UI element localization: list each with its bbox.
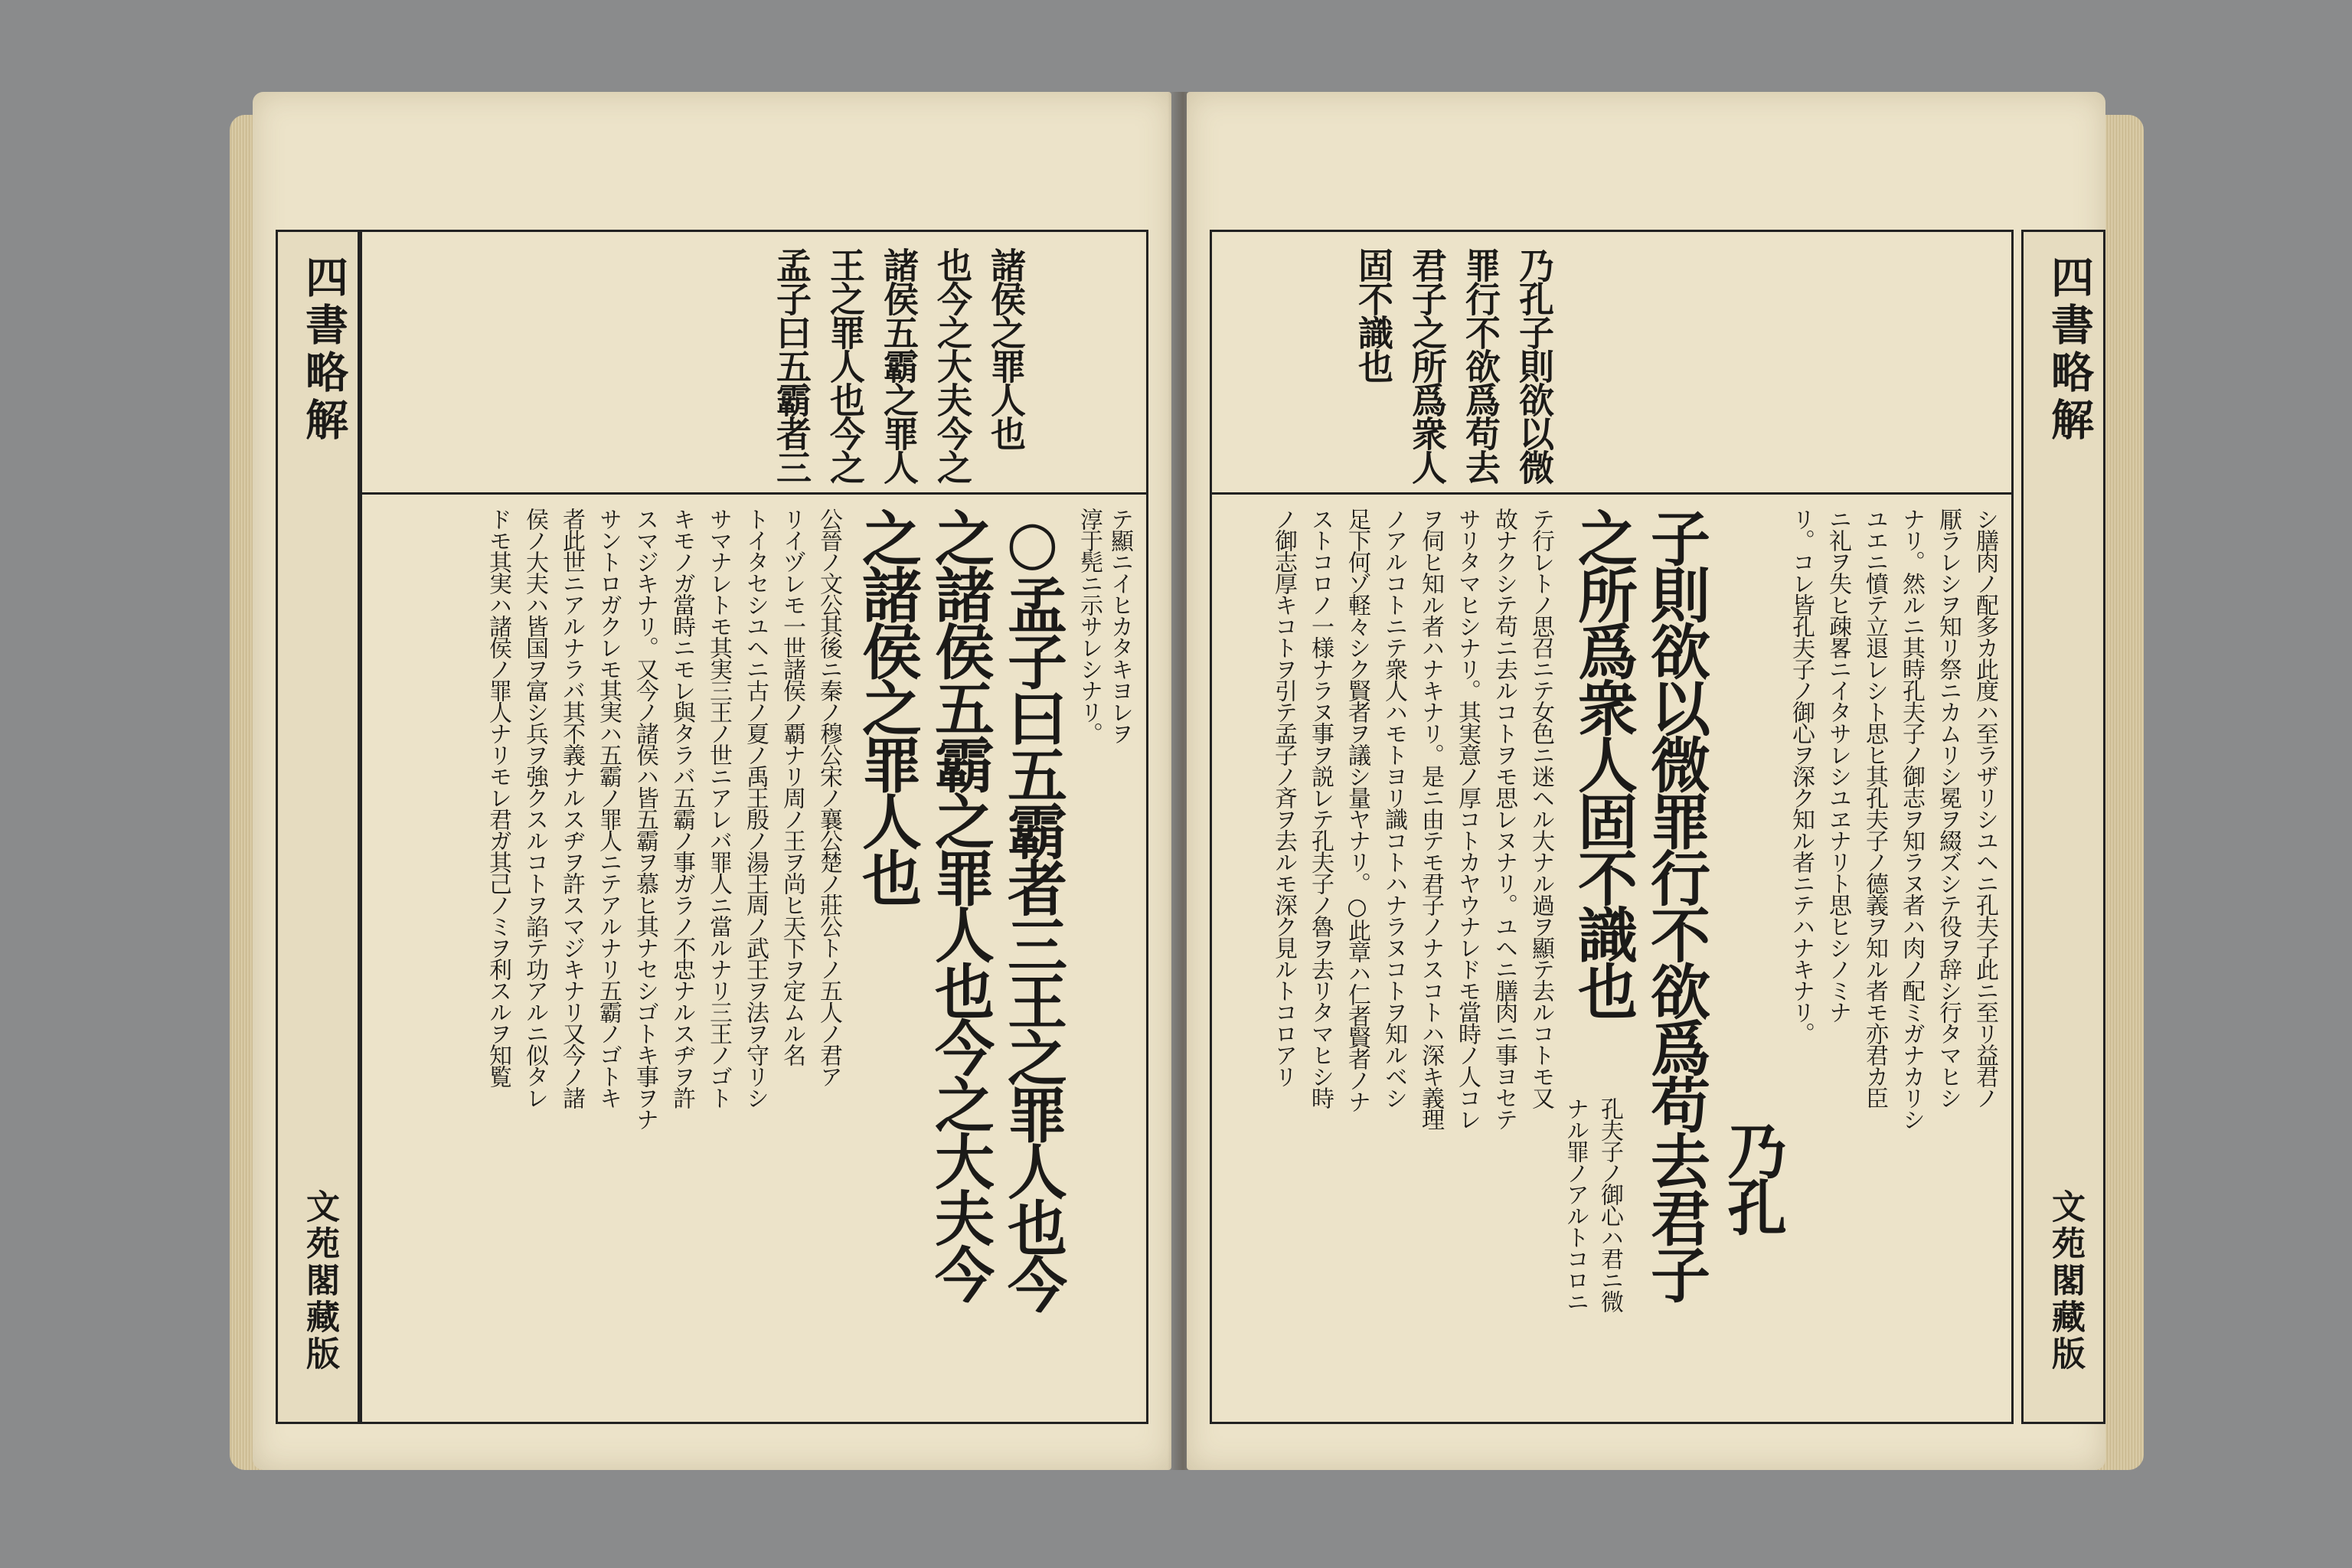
right-note-line: 故ナクシテ苟ニ去ルコトヲモ思レヌナリ。ユヘニ膳肉ニ事ヨセテ xyxy=(1491,508,1517,1129)
left-main-line: 之諸侯五霸之罪人也今之大夫今 xyxy=(925,508,995,1301)
right-note-line: ニ礼ヲ失ヒ疎畧ニイタサレシユヱナリト思ヒシノミナ xyxy=(1824,508,1851,1022)
left-upper-line: 王之罪人也今之 xyxy=(825,247,866,483)
left-upper-line: 也今之大夫今之 xyxy=(932,247,973,483)
right-note-line: ユエニ憤テ立退レシト思ヒ其孔夫子ノ德義ヲ知ル者モ亦君カ臣 xyxy=(1861,508,1888,1108)
left-upper-line: 諸侯之罪人也 xyxy=(985,247,1027,449)
left-header-title: 四書略解 xyxy=(299,255,349,445)
left-text-frame xyxy=(360,230,1148,1424)
right-page xyxy=(1187,92,2105,1470)
left-divider xyxy=(362,492,1146,495)
left-note-line: ドモ其実ハ諸侯ノ罪人ナリモレ君ガ其己ノミヲ利スルヲ知覧 xyxy=(485,508,511,1086)
left-note-line: キモノガ當時ニモレ與タラバ五霸ノ事ガラノ不忠ナルスヂヲ許 xyxy=(668,508,695,1108)
left-main-line: ○孟子曰五霸者三王之罪人也今 xyxy=(998,508,1067,1311)
right-note-line: シ膳肉ノ配多カ此度ハ至ラザリシユヘニ孔夫子此ニ至リ益君ノ xyxy=(1971,508,1998,1108)
right-note-line: ストコロノ一様ナラヌ事ヲ説レテ孔夫子ノ魯ヲ去リタマヒシ時 xyxy=(1307,508,1334,1108)
left-note-line: 侯ノ大夫ハ皆国ヲ富シ兵ヲ強クスルコトヲ諂テ功アルニ似タレ xyxy=(521,508,548,1108)
left-note-line: 者此世ニアルナラバ其不義ナルスヂヲ許スマジキナリ又今ノ諸 xyxy=(558,508,585,1108)
left-header-strip xyxy=(276,230,360,1424)
right-header-title: 四書略解 xyxy=(2044,255,2095,445)
right-upper-line: 固不識也 xyxy=(1353,247,1394,382)
left-note-line: サマナレトモ其実三王ノ世ニアレバ罪人ニ當ルナリ三王ノゴト xyxy=(705,508,732,1108)
left-note-line: 淳于髡ニ示サレシナリ。 xyxy=(1076,508,1102,743)
left-footer-publisher: 文苑閣藏版 xyxy=(300,1189,339,1373)
right-note-line: ヲ伺ヒ知ル者ハナキナリ。是ニ由テモ君子ノナスコトハ深キ義理 xyxy=(1417,508,1444,1129)
right-upper-line: 罪行不欲爲苟去 xyxy=(1460,247,1501,483)
left-main-line: 之諸侯之罪人也 xyxy=(852,508,922,904)
open-book xyxy=(230,92,2144,1493)
right-note-line: ナリ。然ルニ其時孔夫子ノ御志ヲ知ラヌ者ハ肉ノ配ミガナカリシ xyxy=(1898,508,1925,1129)
left-note-line: 公晉ノ文公其後ニ秦ノ穆公宋ノ襄公楚ノ莊公トノ五人ノ君ア xyxy=(815,508,842,1086)
left-note-line: サントロガクレモ其実ハ五霸ノ罪人ニテアルナリ五霸ノゴトキ xyxy=(595,508,622,1108)
right-upper-line: 乃孔子則欲以微 xyxy=(1514,247,1555,483)
right-note-line: テ行レトノ思召ニテ女色ニ迷ヘル大ナル過ヲ顯テ去ルコトモ又 xyxy=(1527,508,1554,1108)
left-note-line: スマジキナリ。又今ノ諸侯ハ皆五霸ヲ慕ヒ其ナセシゴトキ事ヲナ xyxy=(632,508,658,1129)
right-note-line: サリタマヒシナリ。其実意ノ厚コトカヤウナレドモ當時ノ人コレ xyxy=(1454,508,1481,1129)
right-header-strip xyxy=(2021,230,2105,1424)
right-footer-publisher: 文苑閣藏版 xyxy=(2046,1189,2085,1373)
right-upper-line: 君子之所爲衆人 xyxy=(1406,247,1448,483)
right-main-line: 乃孔 xyxy=(1717,1120,1787,1233)
left-note-line: テ顯ニイヒカタキヨレヲ xyxy=(1106,508,1133,743)
right-divider xyxy=(1212,492,2011,495)
right-main-line: 子則欲以微罪行不欲爲苟去君子 xyxy=(1641,508,1710,1301)
left-upper-line: 諸侯五霸之罪人 xyxy=(878,247,920,483)
right-text-frame xyxy=(1210,230,2014,1424)
left-note-line: リイヅレモ一世諸侯ノ覇ナリ周ノ王ヲ尚ヒ天下ヲ定ムル名 xyxy=(779,508,805,1065)
right-note-line: 孔夫子ノ御心ハ君ニ微 xyxy=(1596,1097,1623,1312)
left-page xyxy=(253,92,1171,1470)
right-main-line: 之所爲衆人固不識也 xyxy=(1568,508,1638,1018)
right-note-line: リ。コレ皆孔夫子ノ御心ヲ深ク知ル者ニテハナキナリ。 xyxy=(1788,508,1815,1044)
right-note-line: ナル罪ノアルトコロニ xyxy=(1562,1097,1589,1312)
left-note-line: トイタセシユヘニ古ノ夏ノ禹王殷ノ湯王周ノ武王ヲ法ヲ守リシ xyxy=(742,508,769,1108)
left-upper-line: 孟子曰五霸者三 xyxy=(771,247,812,483)
right-note-line: ノ御志厚キコトヲ引テ孟子ノ斉ヲ去ルモ深ク見ルトコロアリ xyxy=(1270,508,1297,1086)
right-note-line: 厭ラレシヲ知リ祭ニカムリシ冕ヲ綴ズシテ役ヲ辞シ行タマヒシ xyxy=(1935,508,1962,1108)
right-note-line: ノアルコトニテ衆人ハモトヨリ識コトハナラヌコトヲ知ルベシ xyxy=(1380,508,1407,1108)
right-note-line: 足下何ゾ軽々シク賢者ヲ議シ量ヤナリ。○此章ハ仁者賢者ノナ xyxy=(1344,508,1370,1112)
